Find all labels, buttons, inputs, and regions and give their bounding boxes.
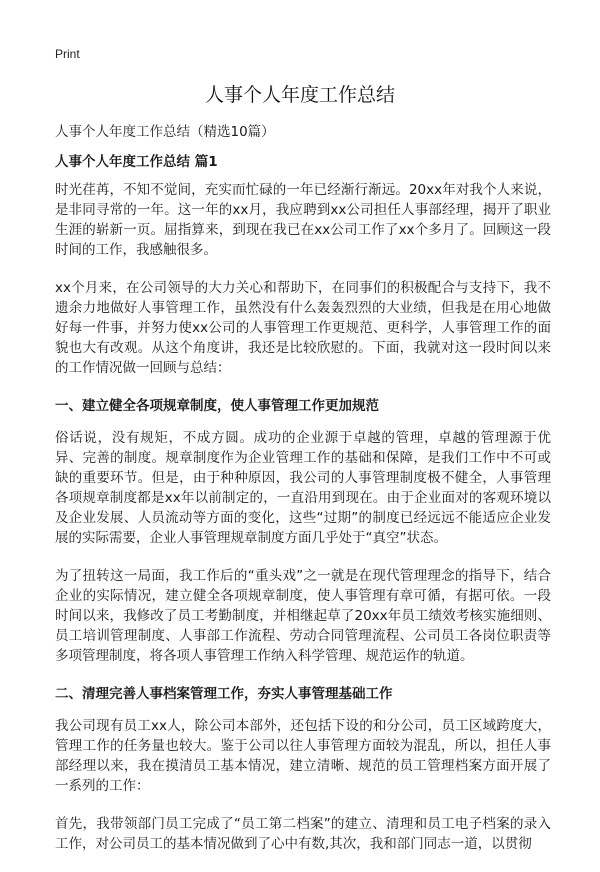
paragraph: 我公司现有员工xx人，除公司本部外，还包括下设的和分公司，员工区域跨度大，管理工作的任务量也较大。鉴于公司以往人事管理方面较为混乱，所以，担任人事部经理以来，我在摸清员工基本情况，建立清晰、规范的员工管理档案方面开展了一系列的工作： bbox=[55, 718, 551, 794]
paragraph: 首先，我带领部门员工完成了“员工第二档案”的建立、清理和员工电子档案的录入工作，对公司员工的基本情况做到了心中有数,其次，我和部门同志一道，以贯彻 bbox=[55, 816, 551, 852]
section-title: 人事个人年度工作总结 篇1 bbox=[55, 154, 218, 170]
document-subtitle: 人事个人年度工作总结（精选10篇） bbox=[55, 124, 275, 140]
paragraph: 俗话说，没有规矩，不成方圆。成功的企业源于卓越的管理，卓越的管理源于优异、完善的制度。规章制度作为企业管理工作的基础和保障，是我们工作中不可或缺的重要环节。但是，由于种种原因，我公司的人事管理制度极不健全，人事管理各项规章制度都是xx年以前制定的，一直沿用到现在。由于企业面对的客观环境以及企业发展、人员流动等方面的变化，这些“过期”的制度已经远远不能适应企业发展的实际需要，企业人事管理规章制度方面几乎处于“真空”状态。 bbox=[55, 430, 551, 546]
document-body bbox=[55, 180, 551, 872]
section-heading: 一、建立健全各项规章制度，使人事管理工作更加规范 bbox=[55, 398, 379, 414]
section-heading: 二、清理完善人事档案管理工作，夯实人事管理基础工作 bbox=[55, 686, 393, 702]
paragraph: xx个月来，在公司领导的大力关心和帮助下，在同事们的积极配合与支持下，我不遗余力地做好人事管理工作，虽然没有什么轰轰烈烈的大业绩，但我是在用心地做好每一件事，并努力使xx公司的人事管理工作更规范、更科学，人事管理工作的面貌也大有改观。从这个角度讲，我还是比较欣慰的。下面，我就对这一段时间以来的工作情况做一回顾与总结： bbox=[55, 280, 551, 376]
document-title: 人事个人年度工作总结 bbox=[204, 84, 395, 106]
paragraph: 为了扭转这一局面，我工作后的“重头戏”之一就是在现代管理理念的指导下，结合企业的实际情况，建立健全各项规章制度，使人事管理有章可循，有据可依。一段时间以来，我修改了员工考勤制度，并相继起草了20xx年员工绩效考核实施细则、员工培训管理制度、人事部工作流程、劳动合同管理流程、公司员工各岗位职责等多项管理制度，将各项人事管理工作纳入科学管理、规范运作的轨道。 bbox=[55, 568, 551, 664]
print-link[interactable]: Print bbox=[55, 47, 80, 61]
paragraph: 时光荏苒，不知不觉间，充实而忙碌的一年已经渐行渐远。20xx年对我个人来说，是非同寻常的一年。这一年的xx月，我应聘到xx公司担任人事部经理，揭开了职业生涯的崭新一页。屈指算来，到现在我已在xx公司工作了xx个多月了。回顾这一段时间的工作，我感触很多。 bbox=[55, 182, 551, 258]
